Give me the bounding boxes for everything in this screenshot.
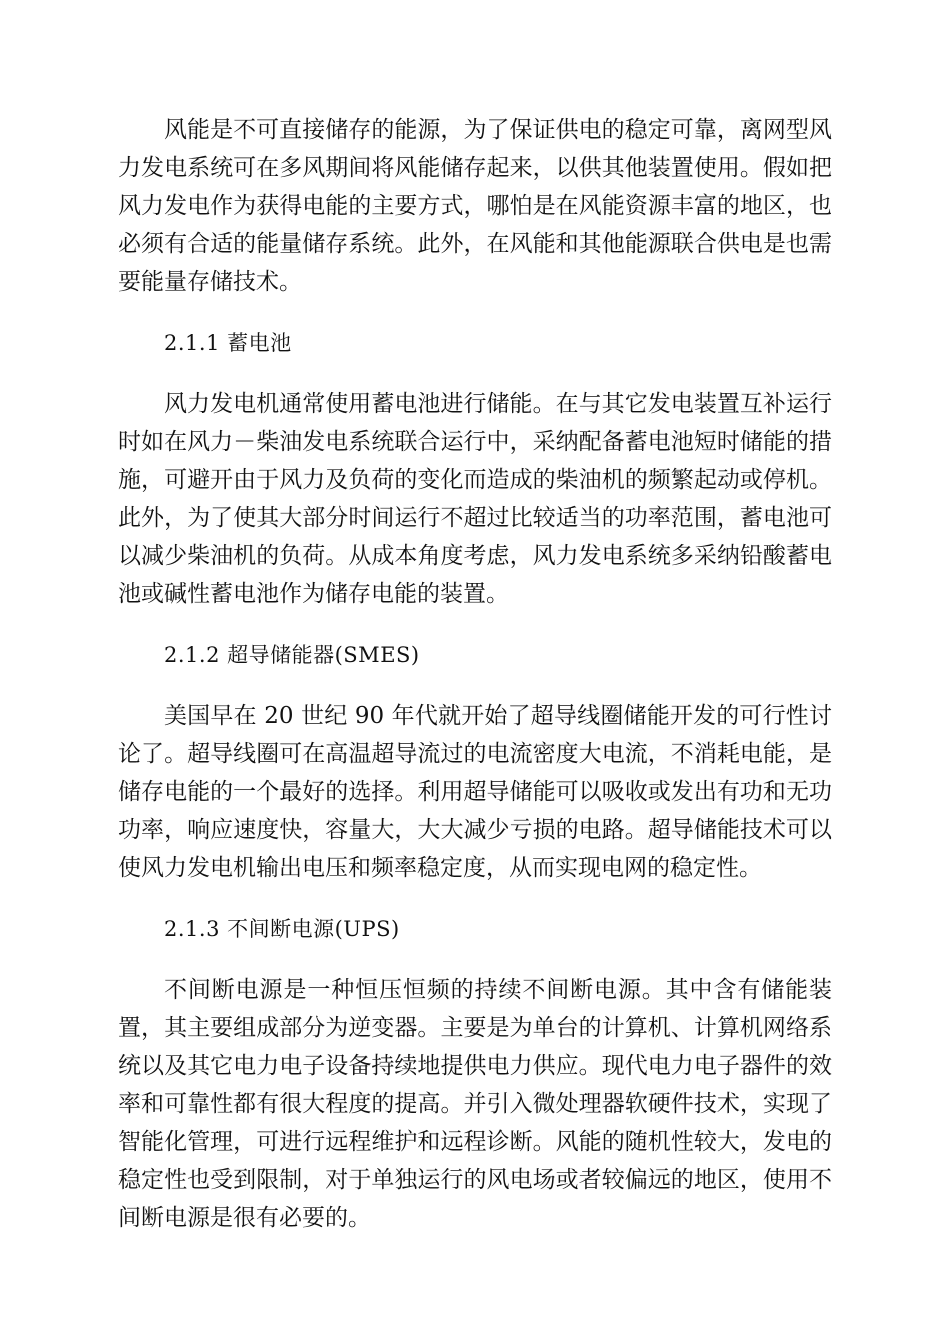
section-heading-ups: 2.1.3 不间断电源(UPS)	[164, 917, 400, 941]
paragraph-battery: 风力发电机通常使用蓄电池进行储能。在与其它发电装置互补运行时如在风力－柴油发电系统联合运行中，采纳配备蓄电池短时储能的措施，可避开由于风力及负荷的变化而造成的柴油机的频繁起动或停机。此外，为了使其大部分时间运行不超过比较适当的功率范围，蓄电池可以减少柴油机的负荷。从成本角度考虑，风力发电系统多采纳铅酸蓄电池或碱性蓄电池作为储存电能的装置。	[118, 391, 832, 607]
document-page	[118, 111, 832, 1260]
paragraph-smes: 美国早在 20 世纪 90 年代就开始了超导线圈储能开发的可行性讨论了。超导线圈可在高温超导流过的电流密度大电流，不消耗电能，是储存电能的一个最好的选择。利用超导储能可以吸收或发出有功和无功功率，响应速度快，容量大，大大减少亏损的电路。超导储能技术可以使风力发电机输出电压和频率稳定度，从而实现电网的稳定性。	[118, 703, 832, 881]
paragraph-wind-energy-storage: 风能是不可直接储存的能源，为了保证供电的稳定可靠，离网型风力发电系统可在多风期间将风能储存起来，以供其他装置使用。假如把风力发电作为获得电能的主要方式，哪怕是在风能资源丰富的地区，也必须有合适的能量储存系统。此外，在风能和其他能源联合供电是也需要能量存储技术。	[118, 117, 832, 295]
section-heading-battery: 2.1.1 蓄电池	[164, 331, 292, 355]
paragraph-ups: 不间断电源是一种恒压恒频的持续不间断电源。其中含有储能装置，其主要组成部分为逆变器。主要是为单台的计算机、计算机网络系统以及其它电力电子设备持续地提供电力供应。现代电力电子器件的效率和可靠性都有很大程度的提高。并引入微处理器软硬件技术，实现了智能化管理，可进行远程维护和远程诊断。风能的随机性较大，发电的稳定性也受到限制，对于单独运行的风电场或者较偏远的地区，使用不间断电源是很有必要的。	[118, 977, 832, 1231]
section-heading-smes: 2.1.2 超导储能器(SMES)	[164, 643, 420, 667]
